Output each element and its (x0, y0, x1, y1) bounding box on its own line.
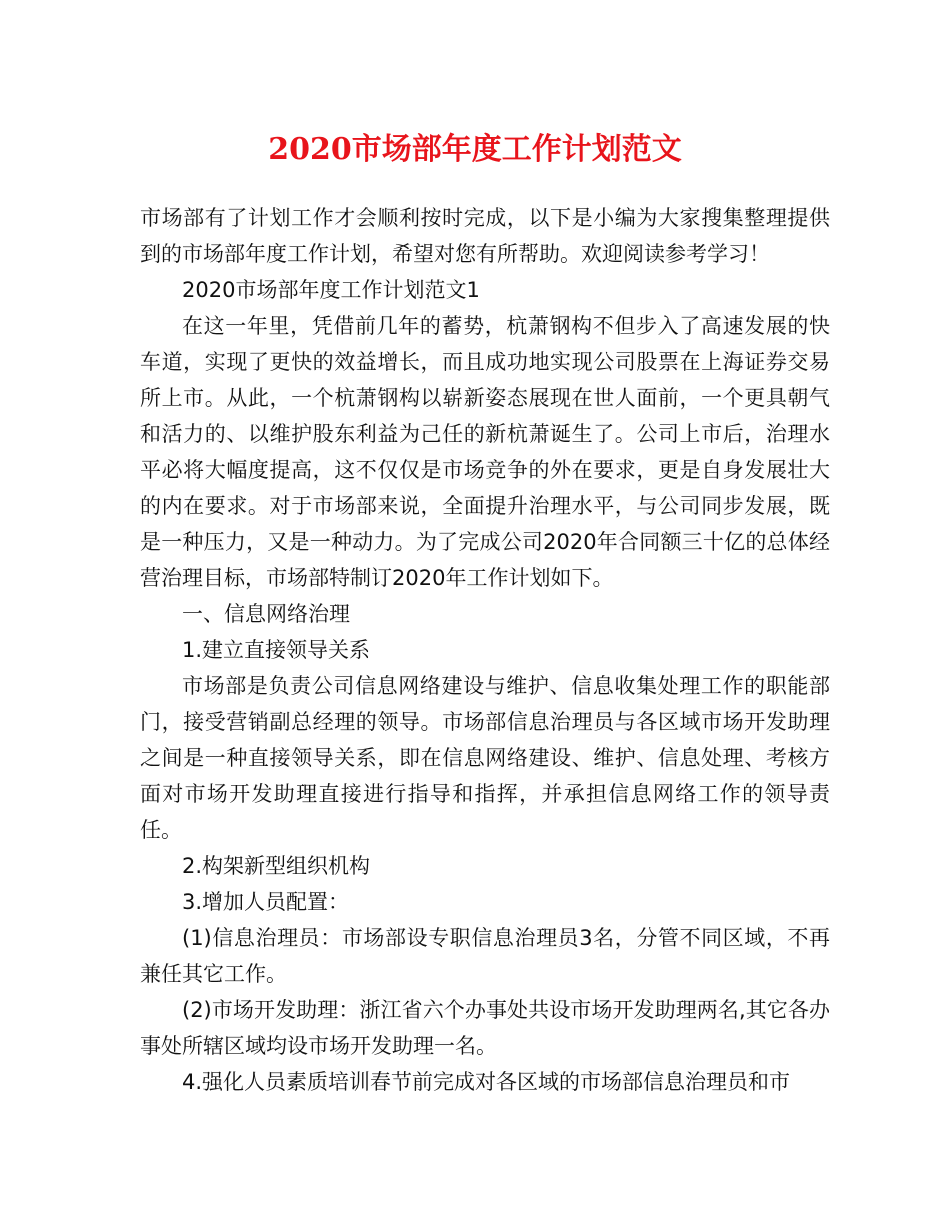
paragraph-item-3-1: (1)信息治理员：市场部设专职信息治理员3名，分管不同区域，不再兼任其它工作。 (140, 926, 830, 986)
document-title: 2020市场部年度工作计划范文 (268, 132, 682, 167)
paragraph-heading-network: 一、信息网络治理 (182, 602, 350, 626)
paragraph-intro: 市场部有了计划工作才会顺利按时完成，以下是小编为大家搜集整理提供到的市场部年度工作计划，希望对您有所帮助。欢迎阅读参考学习！ (140, 206, 830, 266)
paragraph-item-1: 1.建立直接领导关系 (182, 638, 371, 662)
paragraph-item-1-detail: 市场部是负责公司信息网络建设与维护、信息收集处理工作的职能部门，接受营销副总经理的领导。市场部信息治理员与各区域市场开发助理之间是一种直接领导关系，即在信息网络建设、维护、信息处理、考核方面对市场开发助理直接进行指导和指挥，并承担信息网络工作的领导责任。 (140, 674, 830, 842)
paragraph-item-4: 4.强化人员素质培训春节前完成对各区域的市场部信息治理员和市 (182, 1070, 791, 1094)
paragraph-item-3-2: (2)市场开发助理：浙江省六个办事处共设市场开发助理两名,其它各办事处所辖区域均设市场开发助理一名。 (140, 998, 830, 1058)
paragraph-item-3: 3.增加人员配置： (182, 890, 350, 914)
paragraph-section-heading: 2020市场部年度工作计划范文1 (182, 278, 480, 302)
paragraph-overview: 在这一年里，凭借前几年的蓄势，杭萧钢构不但步入了高速发展的快车道，实现了更快的效益增长，而且成功地实现公司股票在上海证券交易所上市。从此，一个杭萧钢构以崭新姿态展现在世人面前，一个更具朝气和活力的、以维护股东利益为己任的新杭萧诞生了。公司上市后，治理水平必将大幅度提高，这不仅仅是市场竞争的外在要求，更是自身发展壮大的内在要求。对于市场部来说，全面提升治理水平，与公司同步发展，既是一种压力，又是一种动力。为了完成公司2020年合同额三十亿的总体经营治理目标，市场部特制订2020年工作计划如下。 (140, 314, 830, 590)
document-body (140, 200, 830, 1100)
paragraph-item-2: 2.构架新型组织机构 (182, 854, 371, 878)
